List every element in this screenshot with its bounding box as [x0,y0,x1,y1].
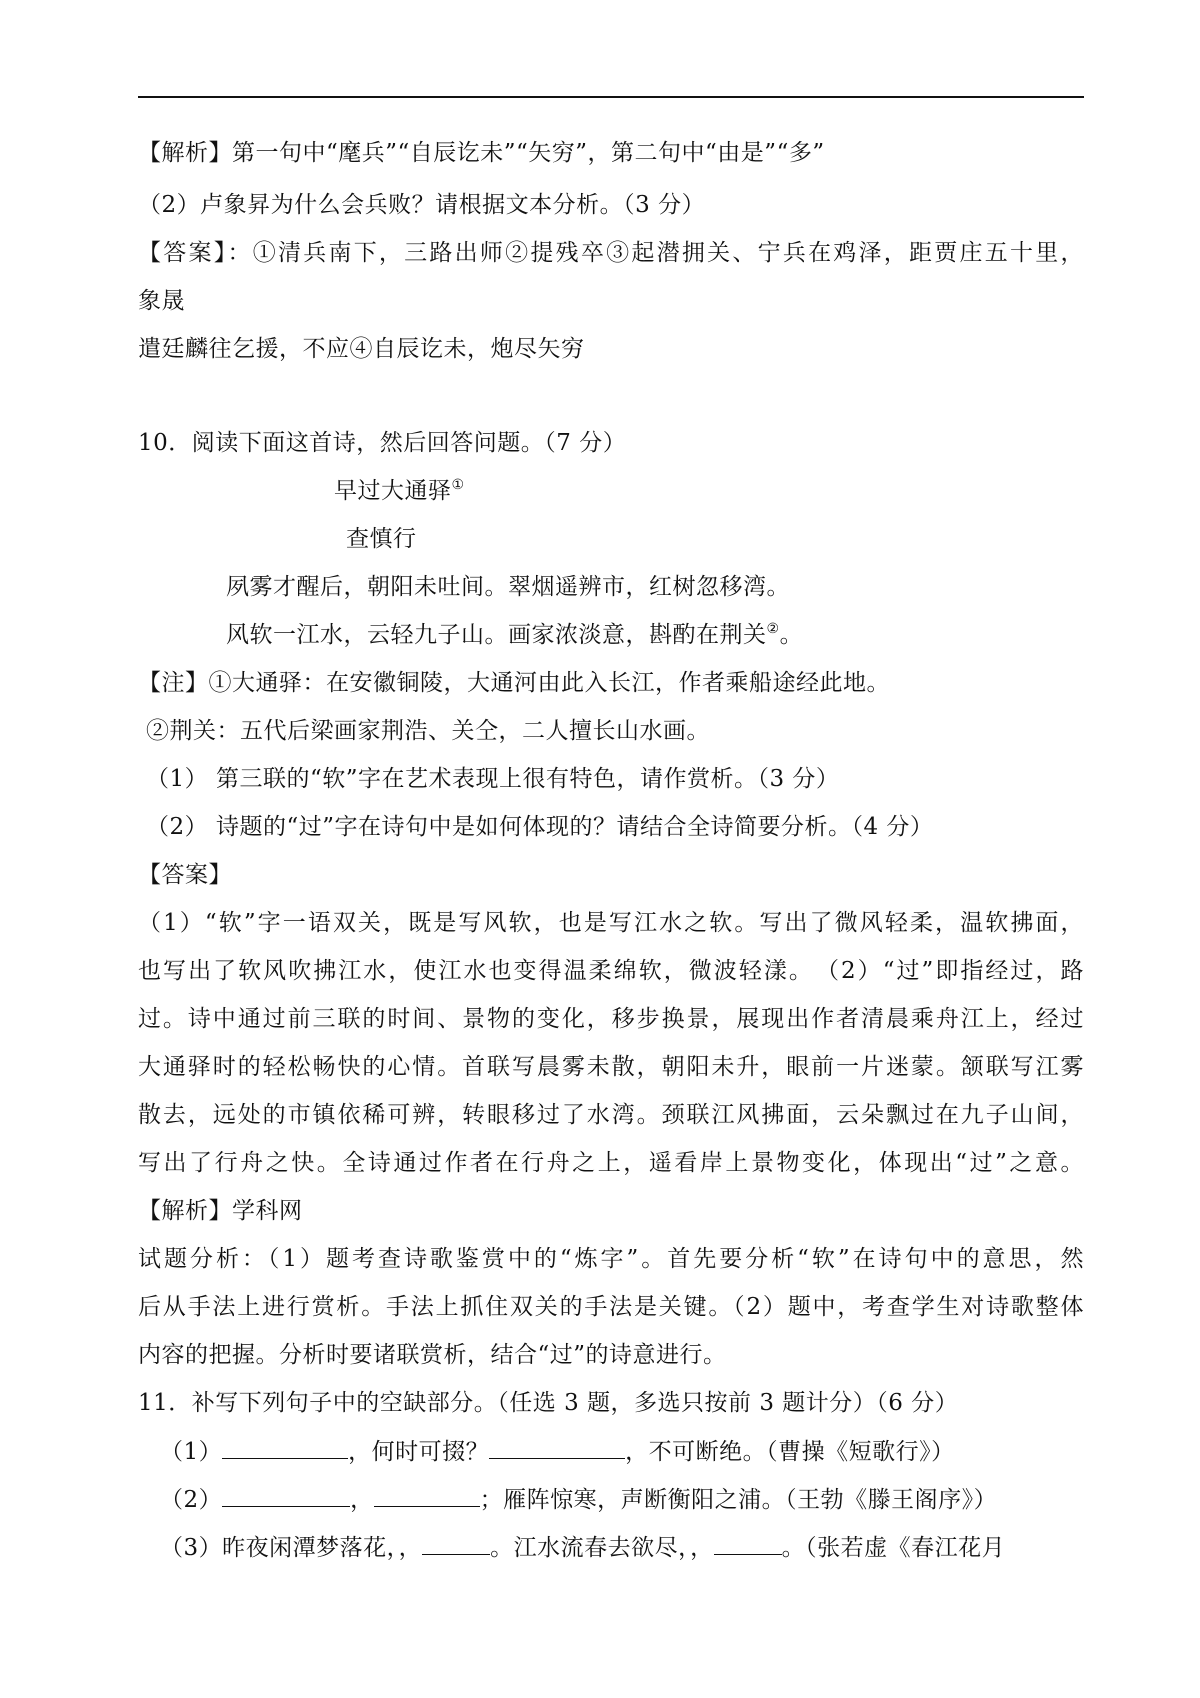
question-10-1: （1） 第三联的“软”字在艺术表现上很有特色，请作赏析。（3 分） [146,766,840,792]
answer-text-line: 写出了行舟之快。全诗通过作者在行舟之上，遥看岸上景物变化，体现出“过”之意。 [138,1150,1084,1176]
fill-blank[interactable] [489,1436,625,1459]
analysis-text: 第一句中“麾兵”“自辰讫未”“矢穷”，第二句中“由是”“多” [232,140,825,166]
fill-blank[interactable] [222,1436,348,1459]
note-2: ②荆关：五代后梁画家荆浩、关仝，二人擅长山水画。 [146,718,710,744]
poem-line-2-text: 风软一江水，云轻九子山。画家浓淡意，斟酌在荆关 [226,622,767,648]
answer-text-line: 也写出了软风吹拂江水，使江水也变得温柔绵软，微波轻漾。 （2）“过”即指经过，路 [138,958,1084,984]
poem-line-1: 夙雾才醒后，朝阳未吐间。翠烟遥辨市，红树忽移湾。 [226,574,790,600]
fill-item-3-source: 。（张若虚《春江花月 [781,1535,1006,1561]
analysis-text-line: 内容的把握。分析时要诸联赏析，结合“过”的诗意进行。 [138,1342,727,1368]
poem-line-2 [226,620,803,650]
analysis-heading-2: 【解析】 [138,1198,232,1224]
answer-text-line: （1）“软”字一语双关，既是写风软，也是写江水之软。写出了微风轻柔，温软拂面， [138,910,1084,936]
answer-text-line: 过。诗中通过前三联的时间、景物的变化，移步换景，展现出作者清晨乘舟江上，经过 [138,1006,1084,1032]
answer-text-line: 大通驿时的轻松畅快的心情。首联写晨雾未散，朝阳未升，眼前一片迷蒙。颔联写江雾 [138,1054,1084,1080]
fill-item-1 [160,1436,955,1467]
analysis-text-line: 试题分析：（1）题考查诗歌鉴赏中的“炼字”。首先要分析“软”在诗句中的意思，然 [138,1246,1084,1272]
poem-line-2-end: 。 [779,622,804,648]
answer-line-2: 象晟 [138,288,185,314]
poem-title [334,476,465,506]
analysis-source: 学科网 [232,1198,303,1224]
fill-blank[interactable] [374,1484,480,1507]
question-10: 10．阅读下面这首诗，然后回答问题。（7 分） [138,430,627,456]
question-11: 11．补写下列句子中的空缺部分。（任选 3 题，多选只按前 3 题计分）（6 分） [138,1390,959,1416]
analysis-heading-line [138,1196,303,1226]
fill-item-3-middle: 。江水流春去欲尽，， [490,1535,714,1561]
answer-heading: 【答案】 [138,862,232,888]
header-rule [138,96,1084,98]
fill-blank[interactable] [422,1532,490,1555]
poem-title-text: 早过大通驿 [334,478,452,504]
answer-text-line: 散去，远处的市镇依稀可辨，转眼移过了水湾。颈联江风拂面，云朵飘过在九子山间， [138,1102,1084,1128]
analysis-text-line: 后从手法上进行赏析。手法上抓住双关的手法是关键。（2）题中，考查学生对诗歌整体 [138,1294,1084,1320]
fill-blank[interactable] [222,1484,350,1507]
fill-item-2-middle: ， [350,1487,374,1513]
fill-item-3-start: （3）昨夜闲潭梦落花，， [160,1535,423,1561]
fill-item-1-number: （1） [160,1439,223,1465]
question-9-2: （2）卢象昇为什么会兵败？请根据文本分析。（3 分） [138,192,706,218]
note-1: 【注】①大通驿：在安徽铜陵，大通河由此入长江，作者乘船途经此地。 [138,670,890,696]
question-10-2: （2） 诗题的“过”字在诗句中是如何体现的？请结合全诗简要分析。（4 分） [146,814,934,840]
poem-line-2-footnote-mark: ② [766,621,780,637]
poem-author: 查慎行 [346,526,417,552]
fill-item-1-middle: ，何时可掇？ [348,1439,490,1465]
fill-item-2-number: （2） [160,1487,223,1513]
fill-item-2-source: ；雁阵惊寒，声断衡阳之浦。（王勃《滕王阁序》） [479,1487,998,1513]
fill-item-2 [160,1484,997,1515]
analysis-line-1 [138,138,825,168]
answer-line-3: 遣廷麟往乞援，不应④自辰讫未，炮尽矢穷 [138,336,585,362]
fill-blank[interactable] [714,1532,782,1555]
poem-title-footnote-mark: ① [451,477,465,493]
fill-item-3 [160,1532,1005,1563]
analysis-heading: 【解析】 [138,140,232,166]
fill-item-1-source: ，不可断绝。（曹操《短歌行》） [625,1439,955,1465]
answer-line-1: 【答案】：①清兵南下，三路出师②提残卒③起潜拥关、宁兵在鸡泽，距贾庄五十里， [138,240,1084,266]
